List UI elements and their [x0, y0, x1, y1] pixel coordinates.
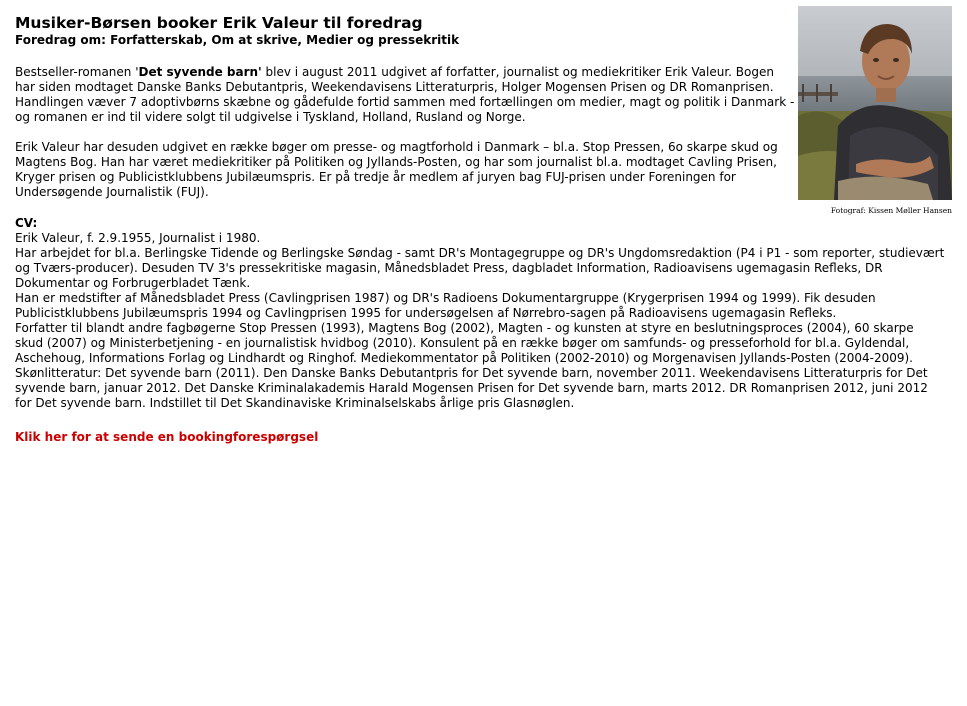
book-title: Det syvende barn'	[138, 65, 262, 79]
cv-line: Har arbejdet for bl.a. Berlingske Tidende og Berlingske Søndag - samt DR's Montagegruppe og DR's Ungdomsredaktion (P4 i P1 - som reporter, studievært og Tværs-producer). Desuden TV 3's pressekritiske magasin, Månedsbladet Press, dagbladet Information, Radioavisens ugemagasin Refleks, DR Dokumentar og Forbrugerbladet Tænk.	[15, 246, 945, 290]
cv-section	[15, 216, 945, 445]
page-title: Musiker-Børsen booker Erik Valeur til foredrag	[15, 14, 423, 32]
cv-line: Forfatter til blandt andre fagbøgerne Stop Pressen (1993), Magtens Bog (2002), Magten - og kunsten at styre en beslutningsproces (2004), 60 skarpe skud (2007) og Ministerbetjening - en journalistisk hvidbog (2010). Konsulent på en række bøger om samfunds- og presseforhold for bl.a. Gyldendal, Aschehoug, Informations Forlag og Lindhardt og Ringhof. Mediekommentator på Politiken (2002-2010) og Morgenavisen Jyllands-Posten (2004-2009).	[15, 321, 914, 365]
author-photo	[798, 6, 952, 200]
intro-text-rest: blev i august 2011 udgivet af forfatter, journalist og mediekritiker Erik Valeur. Bogen har siden modtaget Danske Banks Debutantpris, Weekendavisens Litteraturpris, Holger Mogensen Prisen og DR Romanprisen. Handlingen væver 7 adoptivbørns skæbne og gådefulde fortid sammen med fortællingen om medier, magt og politik i Danmark - og romanen er ind til videre solgt til udgivelse i Tyskland, Holland, Rusland og Norge.	[15, 65, 795, 124]
cv-heading: CV:	[15, 216, 38, 230]
intro-paragraph-1	[15, 65, 795, 125]
cv-line: Erik Valeur, f. 2.9.1955, Journalist i 1980.	[15, 231, 261, 245]
photo-caption: Fotograf: Kissen Møller Hansen	[830, 206, 952, 215]
cv-line: Skønlitteratur: Det syvende barn (2011). Den Danske Banks Debutantpris for Det syvende barn, november 2011. Weekendavisens Litteraturpris for Det syvende barn, januar 2012. Det Danske Kriminalakademis Harald Mogensen Prisen for Det syvende barn, marts 2012. DR Romanprisen 2012, juni 2012 for Det syvende barn. Indstillet til Det Skandinaviske Kriminalselskabs årlige pris Glasnøglen.	[15, 366, 928, 410]
intro-paragraph-2: Erik Valeur har desuden udgivet en række bøger om presse- og magtforhold i Danmark – bl.a. Stop Pressen, 6o skarpe skud og Magtens Bog. Han har været mediekritiker på Politiken og Jyllands-Posten, og har som journalist bl.a. modtaget Cavling Prisen, Kryger prisen og Publicistklubbens Jubilæumspris. Er på tredje år medlem af juryen bag FUJ-prisen under Foreningen for Undersøgende Journalistik (FUJ).	[15, 140, 778, 199]
intro-section	[15, 14, 795, 200]
author-photo-block	[798, 6, 952, 215]
intro-text-start: Bestseller-romanen '	[15, 65, 139, 79]
booking-request-link[interactable]: Klik her for at sende en bookingforespørgsel	[15, 430, 319, 444]
cv-line: Han er medstifter af Månedsbladet Press (Cavlingprisen 1987) og DR's Radioens Dokumentargruppe (Krygerprisen 1994 og 1999). Fik desuden Publicistklubbens Jubilæumspris 1994 og Cavlingprisen 1995 for undersøgelsen af Nørrebro-sagen på Radioavisens ugemagasin Refleks.	[15, 291, 876, 320]
lecture-topics: Foredrag om: Forfatterskab, Om at skrive, Medier og pressekritik	[15, 33, 460, 47]
